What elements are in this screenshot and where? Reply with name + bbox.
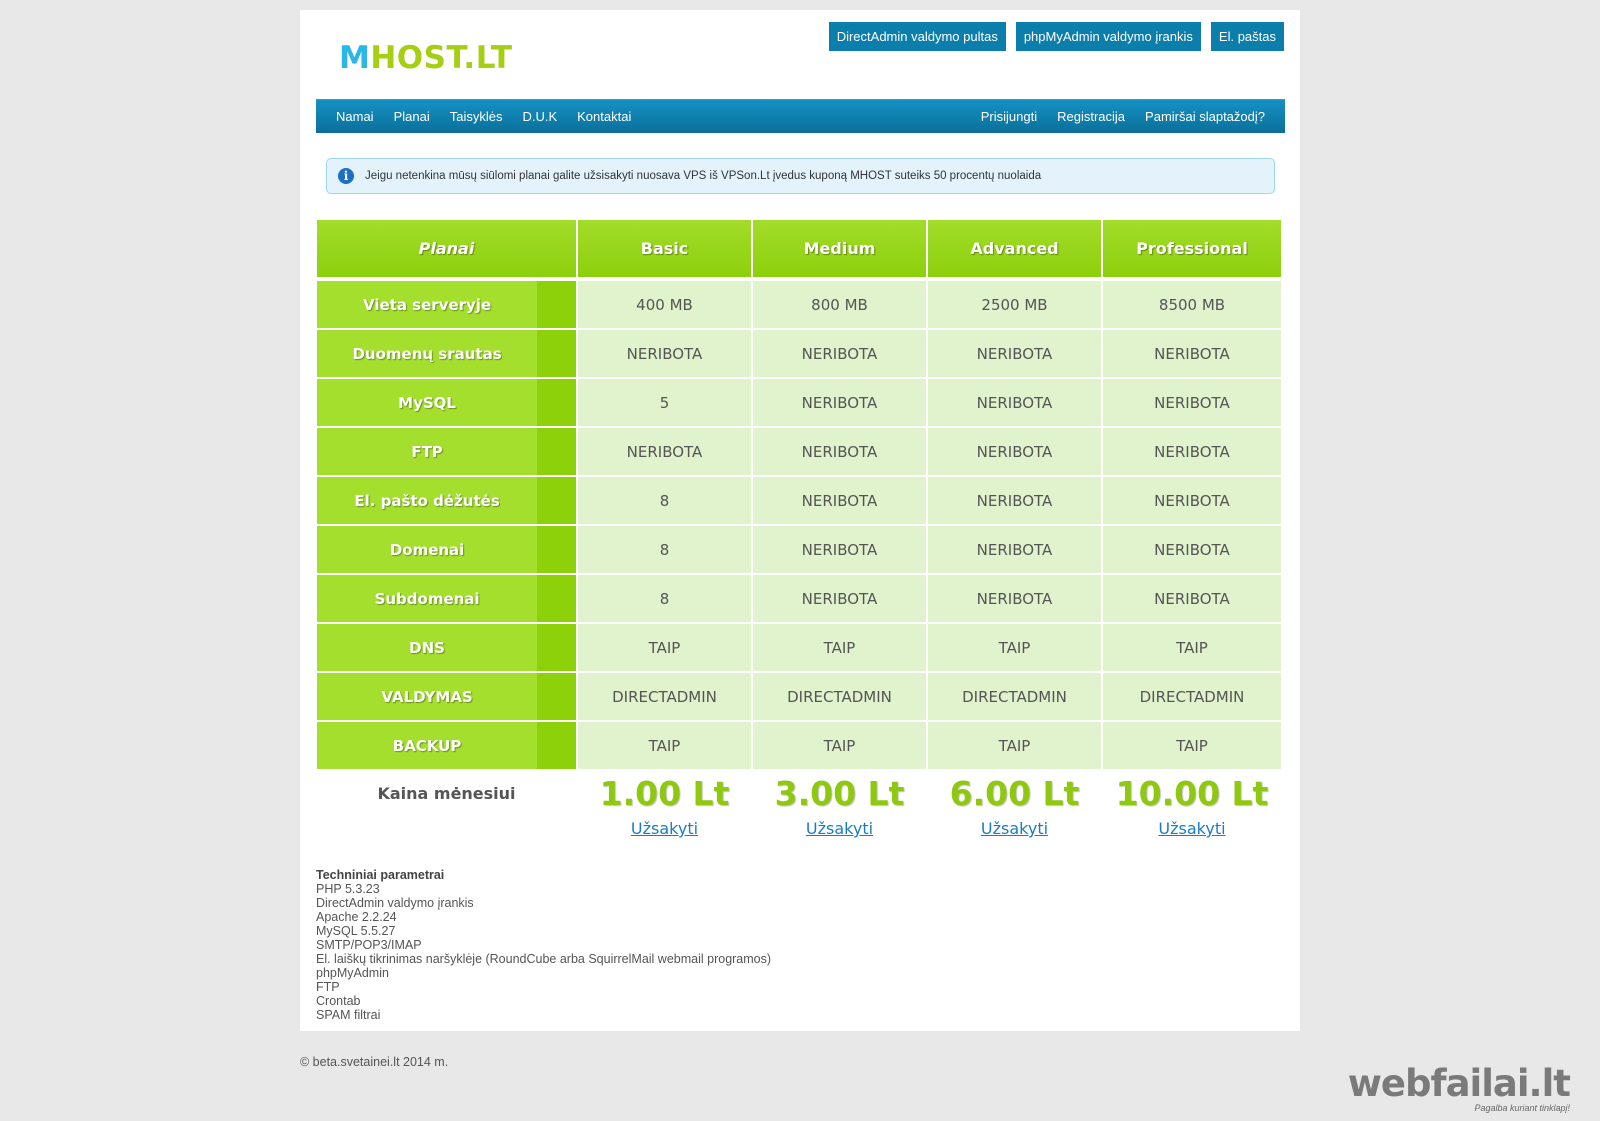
tech-item: El. laiškų tikrinimas naršyklėje (RoundCube arba SquirrelMail webmail programos) — [316, 952, 772, 966]
table-cell: NERIBOTA — [927, 476, 1102, 525]
table-cell: TAIP — [577, 721, 752, 770]
price-basic: 1.00 Lt — [599, 774, 730, 813]
nav-item-forgot-password[interactable]: Pamiršai slaptažodį? — [1145, 109, 1265, 124]
table-cell: 5 — [577, 378, 752, 427]
table-cell: 800 MB — [752, 280, 927, 329]
row-label-text: DNS — [409, 638, 445, 657]
table-cell: NERIBOTA — [1102, 427, 1282, 476]
nav-left — [326, 100, 641, 133]
table-cell: 8 — [577, 476, 752, 525]
table-cell: TAIP — [1102, 623, 1282, 672]
row-label — [316, 525, 577, 574]
table-cell: NERIBOTA — [927, 378, 1102, 427]
table-cell: NERIBOTA — [752, 329, 927, 378]
row-label-text: VALDYMAS — [381, 687, 473, 706]
price-cell-advanced — [927, 770, 1102, 850]
table-body — [316, 280, 1282, 770]
nav-item-duk[interactable]: D.U.K — [522, 109, 558, 124]
nav-item-planai[interactable]: Planai — [393, 109, 430, 124]
logo-first-letter: M — [339, 40, 371, 76]
header-advanced: Advanced — [927, 219, 1102, 280]
row-label-text: MySQL — [398, 393, 456, 412]
row-label-text: Duomenų srautas — [352, 344, 502, 363]
price-advanced: 6.00 Lt — [949, 774, 1080, 813]
table-row — [316, 525, 1282, 574]
table-cell: DIRECTADMIN — [927, 672, 1102, 721]
tech-item: MySQL 5.5.27 — [316, 924, 396, 938]
table-cell: TAIP — [927, 721, 1102, 770]
tech-item: SPAM filtrai — [316, 1008, 381, 1022]
table-cell: NERIBOTA — [1102, 329, 1282, 378]
footer-copyright: © beta.svetainei.lt 2014 m. — [300, 1055, 449, 1069]
table-header-row — [316, 219, 1282, 280]
nav-item-kontaktai[interactable]: Kontaktai — [577, 109, 632, 124]
row-label — [316, 427, 577, 476]
top-buttons — [829, 22, 1284, 51]
price-cell-professional — [1102, 770, 1282, 850]
table-cell: NERIBOTA — [752, 378, 927, 427]
tech-item: Crontab — [316, 994, 361, 1008]
table-row — [316, 574, 1282, 623]
table-cell: NERIBOTA — [1102, 574, 1282, 623]
watermark-name: webfailai.lt — [1347, 1062, 1570, 1105]
table-cell: NERIBOTA — [752, 476, 927, 525]
row-label-text: Subdomenai — [374, 589, 480, 608]
table-cell: NERIBOTA — [927, 427, 1102, 476]
tech-item: FTP — [316, 980, 340, 994]
row-label-text: FTP — [411, 442, 443, 461]
watermark — [1347, 1062, 1570, 1113]
price-cell-medium — [752, 770, 927, 850]
info-notice — [326, 158, 1275, 194]
header-planai: Planai — [316, 219, 577, 280]
table-cell: NERIBOTA — [577, 329, 752, 378]
table-cell: DIRECTADMIN — [752, 672, 927, 721]
order-link-professional[interactable]: Užsakyti — [1158, 819, 1226, 838]
notice-text: Jeigu netenkina mūsų siūlomi planai galite užsisakyti nuosava VPS iš VPSon.Lt įvedus kuponą MHOST suteiks 50 procentų nuolaida — [365, 170, 1042, 182]
table-cell: NERIBOTA — [927, 525, 1102, 574]
order-link-basic[interactable]: Užsakyti — [630, 819, 699, 838]
tech-title: Techniniai parametrai — [316, 868, 445, 882]
email-button[interactable]: El. paštas — [1211, 22, 1284, 51]
table-cell: NERIBOTA — [577, 427, 752, 476]
table-row — [316, 378, 1282, 427]
header-basic: Basic — [577, 219, 752, 280]
row-label — [316, 329, 577, 378]
row-label — [316, 280, 577, 329]
row-label-text: Vieta serveryje — [363, 295, 492, 314]
table-cell: NERIBOTA — [752, 525, 927, 574]
table-cell: NERIBOTA — [927, 574, 1102, 623]
table-cell: NERIBOTA — [752, 427, 927, 476]
table-row — [316, 329, 1282, 378]
row-label — [316, 378, 577, 427]
row-label-text: Domenai — [389, 540, 465, 559]
tech-item: Apache 2.2.24 — [316, 910, 397, 924]
info-icon: i — [338, 168, 354, 184]
nav-item-prisijungti[interactable]: Prisijungti — [980, 109, 1038, 124]
table-cell: TAIP — [1102, 721, 1282, 770]
row-label-text: BACKUP — [392, 736, 462, 755]
row-label — [316, 672, 577, 721]
table-cell: NERIBOTA — [752, 574, 927, 623]
nav-item-registracija[interactable]: Registracija — [1057, 109, 1126, 124]
tech-item: DirectAdmin valdymo įrankis — [316, 896, 474, 910]
page-container — [300, 10, 1300, 1031]
nav-item-taisykles[interactable]: Taisyklės — [449, 109, 503, 124]
table-cell: TAIP — [577, 623, 752, 672]
table-cell: 400 MB — [577, 280, 752, 329]
phpmyadmin-button[interactable]: phpMyAdmin valdymo įrankis — [1016, 22, 1201, 51]
logo-rest: HOST.LT — [370, 40, 513, 76]
watermark-tagline: Pagalba kuriant tinklapį! — [1474, 1103, 1570, 1113]
table-cell: 2500 MB — [927, 280, 1102, 329]
price-row — [316, 770, 1282, 850]
tech-list — [316, 882, 771, 1022]
row-label — [316, 574, 577, 623]
directadmin-button[interactable]: DirectAdmin valdymo pultas — [829, 22, 1006, 51]
pricing-table — [316, 219, 1282, 850]
table-row — [316, 721, 1282, 770]
table-cell: TAIP — [752, 721, 927, 770]
main-navbar — [316, 99, 1285, 133]
table-row — [316, 623, 1282, 672]
price-cell-basic — [577, 770, 752, 850]
tech-item: PHP 5.3.23 — [316, 882, 380, 896]
table-row — [316, 280, 1282, 329]
table-cell: 8500 MB — [1102, 280, 1282, 329]
table-cell: TAIP — [927, 623, 1102, 672]
tech-item: SMTP/POP3/IMAP — [316, 938, 422, 952]
table-cell: NERIBOTA — [1102, 476, 1282, 525]
nav-right — [971, 100, 1275, 133]
table-cell: NERIBOTA — [927, 329, 1102, 378]
order-link-advanced[interactable]: Užsakyti — [980, 819, 1049, 838]
table-row — [316, 476, 1282, 525]
tech-params — [316, 868, 771, 1022]
table-cell: NERIBOTA — [1102, 378, 1282, 427]
row-label — [316, 623, 577, 672]
table-cell: 8 — [577, 574, 752, 623]
price-medium: 3.00 Lt — [774, 774, 905, 813]
table-cell: 8 — [577, 525, 752, 574]
table-cell: TAIP — [752, 623, 927, 672]
table-row — [316, 427, 1282, 476]
nav-item-namai[interactable]: Namai — [336, 109, 374, 124]
price-professional: 10.00 Lt — [1115, 774, 1269, 813]
row-label — [316, 476, 577, 525]
row-label — [316, 721, 577, 770]
tech-item: phpMyAdmin — [316, 966, 389, 980]
row-label-text: El. pašto dėžutės — [354, 491, 500, 510]
table-row — [316, 672, 1282, 721]
site-logo[interactable] — [339, 40, 512, 76]
header-professional: Professional — [1102, 219, 1282, 280]
table-cell: DIRECTADMIN — [1102, 672, 1282, 721]
table-cell: NERIBOTA — [1102, 525, 1282, 574]
table-cell: DIRECTADMIN — [577, 672, 752, 721]
header-medium: Medium — [752, 219, 927, 280]
price-label: Kaina mėnesiui — [377, 784, 516, 803]
order-link-medium[interactable]: Užsakyti — [805, 819, 874, 838]
